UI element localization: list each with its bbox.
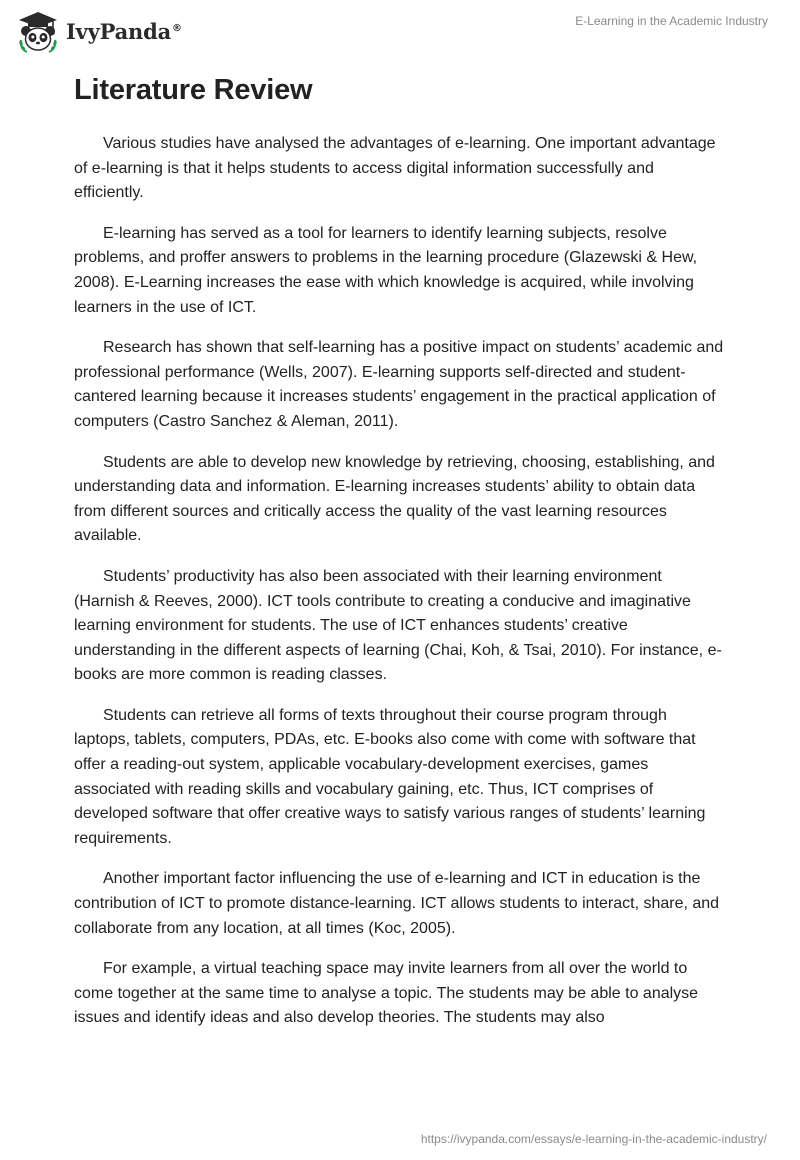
brand-logo[interactable] [16, 10, 182, 54]
paragraph: E-learning has served as a tool for learners to identify learning subjects, resolve problems, and proffer answers to problems in the learning procedure (Glazewski & Hew, 2008). E-Learning increases the ease with which knowledge is acquired, while involving learners in the use of ICT. [74, 224, 698, 316]
panda-graduate-icon [16, 10, 60, 54]
page-header [0, 0, 800, 60]
document-title: E-Learning in the Academic Industry [575, 14, 768, 28]
article-body [74, 132, 726, 1047]
paragraph: Students can retrieve all forms of texts throughout their course program through laptops, tablets, computers, PDAs, etc. E-books also come with come with software that offer a reading-out system, applicable vocabulary-development exercises, games associated with reading skills and vocabulary gaining, etc. Thus, ICT comprises of developed software that offer creative ways to satisfy various ranges of students’ learning requirements. [74, 706, 706, 847]
paragraph: Various studies have analysed the advantages of e-learning. One important advantage of e-learning is that it helps students to access digital information successfully and efficiently. [74, 135, 716, 202]
paragraph: For example, a virtual teaching space may invite learners from all over the world to come together at the same time to analyse a topic. The students may be able to analyse issues and identify ideas and also develop theories. The students may also [74, 960, 699, 1027]
source-url[interactable]: https://ivypanda.com/essays/e-learning-in-the-academic-industry/ [420, 1132, 767, 1146]
section-heading: Literature Review [74, 74, 313, 106]
paragraph: Another important factor influencing the use of e-learning and ICT in education is the contribution of ICT to promote distance-learning. ICT allows students to interact, share, and collaborate from any location, at all times (Koc, 2005). [74, 870, 720, 937]
brand-name: IvyPanda® [66, 18, 182, 44]
paragraph: Research has shown that self-learning has a positive impact on students’ academic and professional performance (Wells, 2007). E-learning supports self-directed and student-cantered learning because it increases students’ engagement in the practical application of computers (Castro Sanchez & Aleman, 2011). [74, 339, 724, 430]
paragraph: Students’ productivity has also been associated with their learning environment (Harnish & Reeves, 2000). ICT tools contribute to creating a conducive and imaginative learning environment for students. The use of ICT enhances students’ creative understanding in the different aspects of learning (Chai, Koh, & Tsai, 2010). For instance, e-books are more common is reading classes. [74, 567, 722, 684]
paragraph: Students are able to develop new knowledge by retrieving, choosing, establishing, and understanding data and information. E-learning increases students’ ability to obtain data from different sources and critically access the quality of the vast learning resources available. [74, 453, 715, 545]
registered-mark: ® [172, 22, 182, 34]
